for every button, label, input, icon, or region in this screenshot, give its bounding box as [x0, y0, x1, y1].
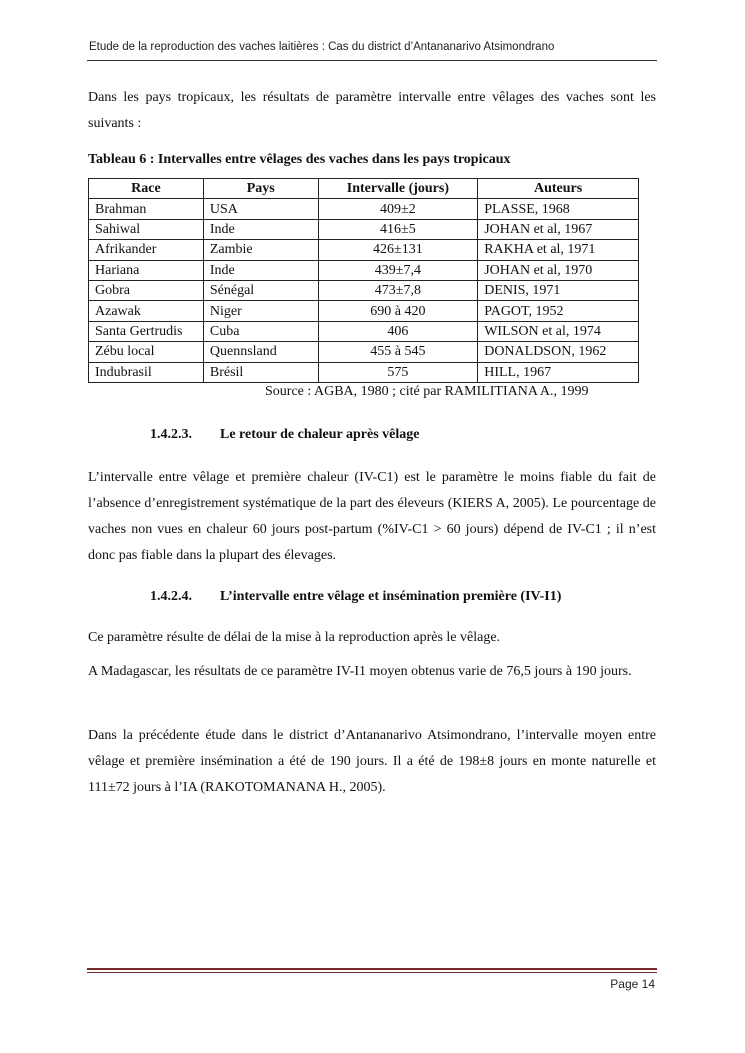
footer-divider [87, 968, 657, 970]
cell-pays: Zambie [203, 240, 318, 260]
cell-pays: Sénégal [203, 280, 318, 300]
running-header: Etude de la reproduction des vaches laitières : Cas du district d’Antananarivo Atsimondrano [89, 41, 555, 53]
cell-race: Santa Gertrudis [89, 321, 204, 341]
cell-race: Azawak [89, 301, 204, 321]
footer-divider-thin [87, 972, 657, 973]
table-row [89, 280, 639, 300]
intro-paragraph: Dans les pays tropicaux, les résultats de paramètre intervalle entre vêlages des vaches sont les suivants : [88, 90, 656, 131]
table-row [89, 362, 639, 382]
table-row [89, 321, 639, 341]
cell-auteurs: HILL, 1967 [478, 362, 639, 382]
table-row [89, 199, 639, 219]
cell-intervalle: 426±131 [318, 240, 478, 260]
column-header: Race [89, 179, 204, 199]
cell-pays: Inde [203, 219, 318, 239]
table-row [89, 219, 639, 239]
cell-auteurs: DENIS, 1971 [478, 280, 639, 300]
cell-intervalle: 409±2 [318, 199, 478, 219]
cell-intervalle: 439±7,4 [318, 260, 478, 280]
cell-race: Hariana [89, 260, 204, 280]
section-heading-1-4-2-3 [150, 427, 419, 443]
table-header-row [89, 179, 639, 199]
cell-pays: Niger [203, 301, 318, 321]
paragraph-retour-chaleur: L’intervalle entre vêlage et première chaleur (IV-C1) est le paramètre le moins fiable du fait de l’absence d’enregistrement systématique de la part des éleveurs (KIERS A, 2005). Le pourcentage de vaches non vues en chaleur 60 jours post-partum (%IV-C1 > 60 jours) dépend de IV-C1 ; il n’est donc pas fiable dans la plupart des élevages. [88, 470, 656, 563]
cell-race: Gobra [89, 280, 204, 300]
cell-intervalle: 575 [318, 362, 478, 382]
section-title: Le retour de chaleur après vêlage [220, 427, 420, 442]
cell-pays: Quennsland [203, 342, 318, 362]
cell-auteurs: JOHAN et al, 1967 [478, 219, 639, 239]
table-row [89, 260, 639, 280]
section-number: 1.4.2.4. [150, 589, 192, 604]
cell-auteurs: DONALDSON, 1962 [478, 342, 639, 362]
header-divider [87, 60, 657, 61]
cell-intervalle: 690 à 420 [318, 301, 478, 321]
page-number: Page 14 [610, 977, 655, 991]
table-row [89, 301, 639, 321]
column-header: Pays [203, 179, 318, 199]
table-row [89, 342, 639, 362]
table-source: Source : AGBA, 1980 ; cité par RAMILITIANA A., 1999 [265, 384, 589, 399]
column-header: Auteurs [478, 179, 639, 199]
cell-intervalle: 416±5 [318, 219, 478, 239]
cell-pays: Brésil [203, 362, 318, 382]
cell-pays: Inde [203, 260, 318, 280]
section-title: L’intervalle entre vêlage et insémination première (IV-I1) [220, 589, 562, 604]
cell-pays: Cuba [203, 321, 318, 341]
cell-race: Indubrasil [89, 362, 204, 382]
cell-auteurs: PLASSE, 1968 [478, 199, 639, 219]
section-number: 1.4.2.3. [150, 427, 192, 442]
paragraph-madagascar: A Madagascar, les résultats de ce paramètre IV-I1 moyen obtenus varie de 76,5 jours à 190 jours. [88, 664, 632, 679]
cell-race: Sahiwal [89, 219, 204, 239]
cell-intervalle: 473±7,8 [318, 280, 478, 300]
cell-auteurs: PAGOT, 1952 [478, 301, 639, 321]
cell-race: Brahman [89, 199, 204, 219]
cell-race: Zébu local [89, 342, 204, 362]
cell-intervalle: 406 [318, 321, 478, 341]
table-row [89, 240, 639, 260]
section-heading-1-4-2-4 [150, 589, 561, 605]
data-table [88, 178, 639, 383]
paragraph-delai: Ce paramètre résulte de délai de la mise à la reproduction après le vêlage. [88, 630, 501, 645]
cell-pays: USA [203, 199, 318, 219]
paragraph-etude-precedente: Dans la précédente étude dans le district d’Antananarivo Atsimondrano, l’intervalle moyen entre vêlage et première insémination a été de 190 jours. Il a été de 198±8 jours en monte naturelle et 111±72 jours à l’IA (RAKOTOMANANA H., 2005). [88, 728, 656, 795]
table-title: Tableau 6 : Intervalles entre vêlages des vaches dans les pays tropicaux [88, 152, 511, 167]
cell-auteurs: JOHAN et al, 1970 [478, 260, 639, 280]
cell-auteurs: RAKHA et al, 1971 [478, 240, 639, 260]
cell-auteurs: WILSON et al, 1974 [478, 321, 639, 341]
column-header: Intervalle (jours) [318, 179, 478, 199]
cell-intervalle: 455 à 545 [318, 342, 478, 362]
cell-race: Afrikander [89, 240, 204, 260]
